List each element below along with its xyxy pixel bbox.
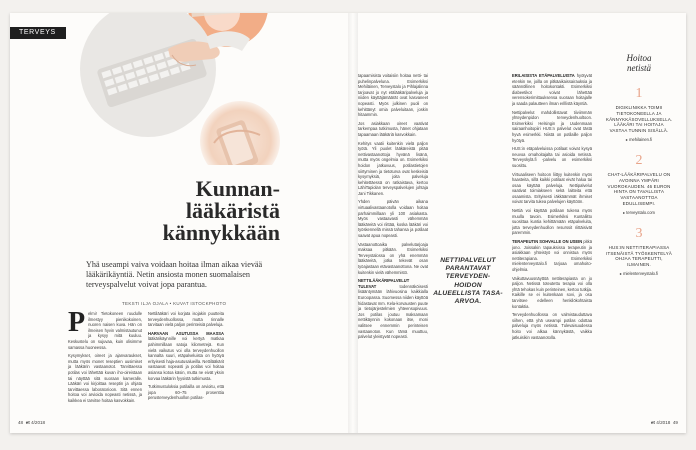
paragraph: tapaamisista voitaisiin hoitaa netti- tai puhelinpalveluna. Esimerkiksi Mehiläinen, Terveystalo ja Pihlajalinna tarjoavat jo nyt etälääkäripalveluja ja niiden käyttäjämäärät ovat kasvaneet nopeasti. Myös julkinen puoli on kehittänyt omia palveluitaan, joskin hitaammin.: [358, 73, 428, 118]
paragraph: Kysymykset, oireet ja ajanvaraukset, mutta myös monet reseptien uusimiset ja lääkärin vastaanotot. Tarvittaessa potilas voi lähettää kuvan iho-oireistaan tai näyttää sitä suoraan kameralle. Lääkäri voi kirjoittaa reseptin ja ohjata tarvittaessa laboratorioon. Sitä ennen hoitoa voi arvioida nopeasti netissä, ja kaikkea ei tarvitse hoitaa kasvokkain.: [68, 353, 142, 403]
text-column-2: [148, 311, 224, 404]
paragraph: Terveydenhuollossa on valmistauduttava siihen, että yhä useampi potilas odottaa palveluja myös netissä. Tulevaisuudessa hoito voi alkaa kännykästä, vaikka jatkuisikin vastaanotolla.: [512, 312, 592, 340]
article-headline: [90, 178, 280, 244]
paragraph: Vaikuttavuusnäyttöä nettiterapiasta on jo paljon. Netissä toteutettu terapia voi olla yhtä tehokas kuin perinteinen, kertoo tutkija. Kaikille se ei kuitenkaan sovi, ja osa tarvitsee edelleen henkilökohtaista kontaktia.: [512, 275, 592, 309]
hero-illustration: [72, 13, 292, 165]
issue-number: 4/2018: [656, 420, 671, 425]
paragraph: Yhden päivän aikana virtuaalivastaanotolla voidaan hoitaa parhaimmillaan yli 100 asiakasta. Myös vastaavasti vähemmän lääkäreitä voi riittää, koska lääkäri voi työskennellä missä tahansa ja potilaat saavat apua nopeasti.: [358, 199, 428, 239]
headline-line: lääkäristä: [185, 198, 280, 223]
text-column-3: [358, 73, 428, 413]
paragraph: todennäköisesti lisääntymään lähivuosina kaikkialla Euroopassa. Suomessa niiden käyttöä hidastavat mm. Kela-korvausten puute ja tietojärjestelmien yhteensopivuus. Jos potilas joutuu maksamaan nettikäynnin kokonaan itse, moni valitsee ennemmin perinteisen vastaanoton. Kun tämä muuttuu, palvelut yleistyvät nopeasti.: [358, 283, 428, 340]
tip-link[interactable]: ▸ terveystalo.com: [623, 209, 655, 215]
subheading: TERAPEUTIN SOHVALLE ON USEIN: [512, 239, 583, 245]
paragraph: Virtuaaliseen hoitoon liittyy kuitenkin myös haasteita, sillä kaikki potilaat eivät halua tai osaa käyttää palveluja. Nettipalvelut vaativat toimiakseen sekä laitteita että osaamista. Erityisesti iäkkäämmät ihmiset voivat tarvita tukea palvelujen käyttöön.: [512, 171, 592, 205]
sidebar-tips: [606, 53, 672, 413]
article-lead: Yhä useampi vaiva voidaan hoitaa ilman aikaa vievää lääkärikäyntiä. Netin ansiosta monen suomalaisen terveyspalvelut voivat jopa parantua.: [86, 260, 263, 289]
subheading: NETTILÄÄKÄRIPALVELUT TULEVAT: [358, 278, 410, 289]
sidebar-title-line: Hoitoa: [626, 53, 652, 63]
paragraph: Kehitys vaatii kuitenkin vielä paljon työtä. Yli puolet lääkäreistä pitää nettivastaanottoja hyvänä lisänä, mutta myös ongelmia on. Esimerkiksi hoidon jatkuvuus, potilastietojen siirtyminen ja tietoturva ovat keskeisiä kysymyksiä, joita palveluja kehitettäessä on ratkaistava, kertoo LähiTapiolan terveyspalvelujen johtaja Jani Tikkanen.: [358, 140, 428, 196]
pull-quote: NETTIPALVELUT PARANTAVAT TERVEYDEN-HOIDON ALUEELLISTA TASA-ARVOA.: [433, 257, 503, 306]
tip-item: [606, 154, 672, 215]
headline-line: Kunnan-: [195, 176, 280, 201]
paragraph: Nettilääkäri voi korjata isojakin puutteita terveydenhuollossa, mutta rinnalle tarvitaan vielä paljon perinteisiä palveluja.: [148, 311, 224, 328]
subheading: HARVAAN ASUTUSSA MAASSA: [148, 330, 224, 336]
tip-item: [606, 227, 672, 276]
sidebar-title-line: netistä: [627, 63, 651, 73]
paragraph: Vastaanottoaika palvelutarjoaja maksaa pitkään. Esimerkiksi Terveystalossa on yhä enemmän lääkäreitä, jotka tekevät osan työajastaan etävastaanottona. Ne ovat kuitenkin vielä vähemmistö.: [358, 241, 428, 275]
page-number: 48: [18, 420, 24, 425]
magazine-logo: et: [25, 420, 30, 425]
paragraph: Nettiä voi käyttää potilaan tukena myös muulla tavoin. Esimerkiksi Kuntaliitto suosittaa kuntia kehittämään etäpalveluita, jotta terveydenhuollon resurssit riittäisivät paremmin.: [512, 208, 592, 236]
paragraph: Nettipalvelut mahdollistavat tiiviimmän yhteydenpidon terveydenhuoltoon. Esimerkiksi Helsingin ja Uudenmaan sairaanhoitopiiri HUS:n palvelut ovat tästä hyvä esimerkki. Niistä on potilaille paljon hyötyä.: [512, 109, 592, 143]
page-fold: [348, 13, 358, 433]
headline-line: kännykkään: [162, 220, 280, 245]
subheading: ERILAISISTA ETÄPALVELUISTA: [512, 73, 575, 78]
drop-cap: P: [68, 307, 86, 338]
tip-number: 1: [635, 86, 643, 101]
paragraph: lääkärikäynnille voi kertyä matkaa pahimmillaan satoja kilometrejä. Kun vielä vaikutus voi olla terveydenhuollon kannalta suuri, etäpalveluista on hyötyä erityisesti haja-asutusalueilla. Nettilääkärit vastaavat nopeasti ja potilas voi hoitaa asiansa kotoa käsin, mutta ne eivät yksin korvaa lääkärin fyysistä tutkimusta.: [148, 336, 224, 381]
tip-number: 2: [635, 152, 643, 168]
tip-link[interactable]: ▸ mielenterveystalo.fi: [619, 270, 659, 276]
sidebar-title: [606, 53, 672, 73]
paragraph: elmi! Tietokoneen ruudulle ilmestyy pienikokoinen, nuoren naisen kuva. Hän on ilmeisen hyvin valmistautunut ja kysyy mitä kuuluu. Keskustelu on sujuvaa, kuin olisimme samassa huoneessa.: [68, 311, 142, 350]
tip-text: HUS:IN NETTITERAPIASSA ITSENÄISTÄ TYÖSKENTELYÄ OHJAA TERAPEUTTI, ILMAINEN.: [606, 244, 672, 268]
tip-number: 3: [635, 225, 643, 241]
paragraph: Tutkimustuloksia potilailla on arvioitu, että jopa 60–75 prosenttia perusterveydenhuollon potilas-: [148, 384, 224, 401]
paragraph: hyötyvät etenkin ne, joilla on pitkäaikaissairauksia ja säännöllinen hoitokontakti. Esimerkiksi diabeetikot voivat lähettää verensokerimittauksensa suoraan hoitajalle ja saada palautteen ilman erillistä käyntiä.: [512, 73, 592, 106]
byline: TEKSTI ILJA OJALA • KUVAT ISTOCKPHOTO: [122, 301, 227, 306]
text-column-1: [68, 307, 142, 407]
paragraph: Jos asiakkaan oireet vaativat tarkempaa tutkimusta, hänet ohjataan tapaamaan lääkäriä kasvokkain.: [358, 120, 428, 137]
magazine-logo: et: [650, 420, 655, 425]
folio-right: [651, 420, 678, 425]
section-tag: TERVEYS: [10, 27, 66, 39]
text-column-4: [512, 73, 592, 413]
tip-text: CHAT-LÄÄKÄRIPALVELU ON AVOINNA YMPÄRI VUOROKAUDEN. 46 EURON HINTA ON TAVALLISTA VASTAANOTTOA EDULLISEMPI.: [607, 171, 671, 206]
paragraph: pitkä jono. Joissakin tapauksissa terapeutin ja asiakkaan yhteistyö voi onnistua myös nettiterapiana. Esimerkiksi mielenterveystalo.fi tarjoaa omahoito-ohjelmia.: [512, 239, 592, 272]
issue-number: 4/2018: [31, 420, 46, 425]
folio-left: [18, 420, 45, 425]
magazine-spread: [10, 13, 686, 433]
tip-item: [606, 87, 672, 142]
paragraph: HUS:in etäpalveluissa potilaat voivat kysyä neuvoa omahoitajalta tai asioida netissä. Terveyskylä.fi -palvelu on esimerkiksi suosittu.: [512, 146, 592, 168]
tip-text: DIGIKLINIKKA TOIMII TIETOKONEELLA JA KÄNNYKKÄSOVELLUKSELLA. LÄÄKÄRI TAI HOITAJA VASTAA TUNNIN SISÄLLÄ.: [606, 105, 673, 134]
tip-link[interactable]: ▸ mehilainen.fi: [625, 136, 653, 142]
page-number: 49: [672, 420, 678, 425]
